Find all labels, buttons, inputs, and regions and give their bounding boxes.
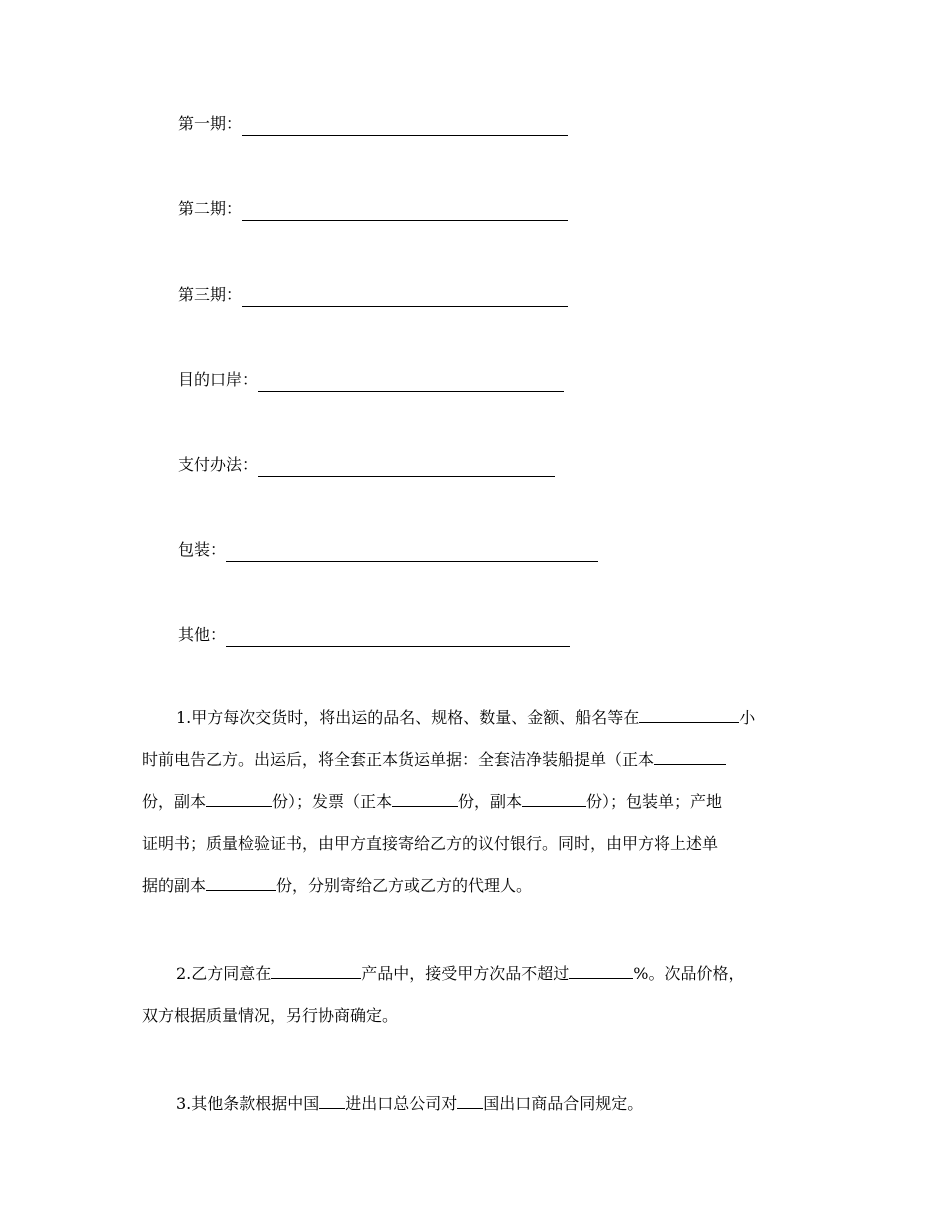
packaging-label: 包装：	[178, 540, 227, 559]
payment-method-label: 支付办法：	[178, 455, 259, 474]
clause-1-text: 份，副本	[458, 792, 523, 811]
clause-1-line-2	[142, 739, 822, 781]
clause-1-text: 小	[739, 708, 756, 727]
clause-3	[142, 1083, 822, 1125]
period2-field	[178, 197, 568, 221]
period1-blank[interactable]	[242, 115, 568, 136]
period1-label: 第一期：	[178, 114, 243, 133]
bl-copy-blank[interactable]	[206, 788, 272, 807]
clause-1-line-5	[142, 865, 822, 907]
other-blank[interactable]	[226, 626, 570, 647]
country-blank[interactable]	[457, 1090, 483, 1109]
clause-1-text: 1.甲方每次交货时，将出运的品名、规格、数量、金额、船名等在	[176, 708, 640, 727]
clause-3-text: 3.其他条款根据中国	[176, 1094, 320, 1113]
period1-field	[178, 112, 568, 136]
payment-method-field	[178, 453, 555, 477]
other-label: 其他：	[178, 625, 227, 644]
clause-2-line-2: 双方根据质量情况，另行协商确定。	[142, 1006, 399, 1025]
payment-method-blank[interactable]	[258, 456, 555, 477]
other-field	[178, 623, 570, 647]
clause-1-text: 据的副本	[142, 876, 207, 895]
clause-3-text: 进出口总公司对	[345, 1094, 458, 1113]
destination-port-blank[interactable]	[258, 371, 564, 392]
clause-1-text: 份，副本	[142, 792, 207, 811]
clause-2-text: %。次品价格，	[633, 964, 745, 983]
period3-blank[interactable]	[242, 286, 568, 307]
clause-1-text: 份）；包装单；产地	[586, 792, 723, 811]
destination-port-label: 目的口岸：	[178, 370, 259, 389]
clause-1-text: 份）；发票（正本	[272, 792, 393, 811]
document-copy-blank[interactable]	[206, 872, 276, 891]
packaging-field	[178, 538, 598, 562]
company-blank[interactable]	[319, 1090, 345, 1109]
clause-3-text: 国出口商品合同规定。	[483, 1094, 644, 1113]
destination-port-field	[178, 368, 564, 392]
period2-label: 第二期：	[178, 199, 243, 218]
clause-3-line-1	[142, 1083, 822, 1125]
clause-1-text: 时前电告乙方。出运后，将全套正本货运单据：全套洁净装船提单（正本	[142, 750, 655, 769]
period2-blank[interactable]	[242, 200, 568, 221]
clause-1	[142, 697, 822, 907]
clause-1-line-4: 证明书；质量检验证书，由甲方直接寄给乙方的议付银行。同时，由甲方将上述单	[142, 834, 719, 853]
clause-2-text: 2.乙方同意在	[176, 964, 272, 983]
bl-original-blank[interactable]	[654, 746, 726, 765]
clause-2	[142, 953, 822, 1037]
packaging-blank[interactable]	[226, 541, 598, 562]
clause-2-line-1	[142, 953, 822, 995]
period3-label: 第三期：	[178, 285, 243, 304]
clause-1-line-3	[142, 781, 822, 823]
hours-blank[interactable]	[639, 704, 739, 723]
clause-1-line-1	[142, 697, 822, 739]
clause-2-text: 产品中，接受甲方次品不超过	[361, 964, 570, 983]
invoice-original-blank[interactable]	[392, 788, 458, 807]
invoice-copy-blank[interactable]	[522, 788, 586, 807]
period3-field	[178, 283, 568, 307]
clause-1-text: 份，分别寄给乙方或乙方的代理人。	[276, 876, 533, 895]
product-blank[interactable]	[271, 960, 361, 979]
defect-percent-blank[interactable]	[569, 960, 633, 979]
